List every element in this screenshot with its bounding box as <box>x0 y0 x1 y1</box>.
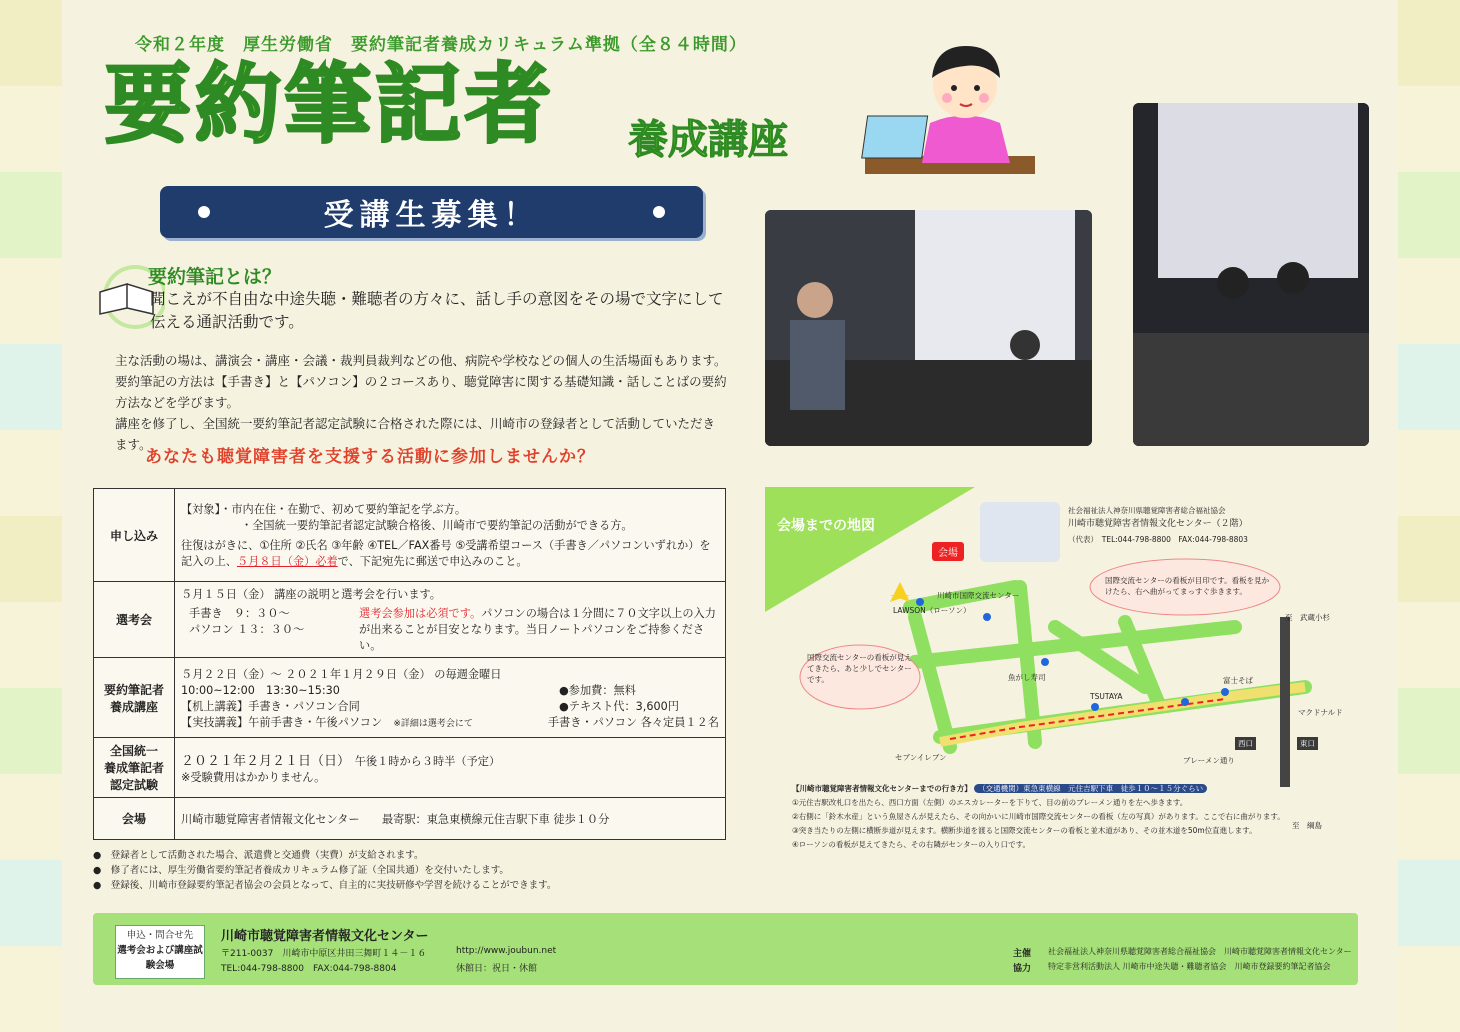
banner-text: 受講生募集！ <box>323 198 540 233</box>
note-item: ● 登録者として活動された場合、派遣費と交通費（実費）が支給されます。 <box>93 850 424 861</box>
label-sakana: 魚がし寿司 <box>1008 673 1046 682</box>
header-subtitle: 令和２年度 厚生労働省 要約筆記者養成カリキュラム準拠（全８４時間） <box>135 35 747 55</box>
route-step: ②右側に「鈴木水産」という魚屋さんが見えたら、その向かいに川崎市国際交流センターの看板（左の写真）があります。ここで右に曲がります。 <box>792 812 1285 821</box>
banner-dot-left <box>198 206 210 218</box>
venue-tag: 会場 <box>932 542 964 561</box>
apply-target-2: ・全国統一要約筆記者認定試験合格後、川崎市で要約筆記の活動ができる方。 <box>241 519 633 532</box>
label-to-tsunashima: 至 綱島 <box>1292 821 1322 830</box>
recruitment-banner <box>160 186 703 238</box>
exam-details <box>175 738 726 798</box>
label-lawson: LAWSON（ローソン） <box>893 606 971 615</box>
lecture-photo-1 <box>765 210 1092 446</box>
table-row-venue <box>94 798 726 840</box>
course-desk: 【机上講義】手書き・パソコン合同 <box>181 699 360 713</box>
label-brehmen: ブレーメン通り <box>1183 756 1235 765</box>
description-paragraph-1: 主な活動の場は、講演会・講座・会議・裁判員裁判などの他、病院や学校などの個人の生活場面もあります。要約筆記の方法は【手書き】と【パソコン】の２コースあり、聴覚障害に関する基礎知識・話しことばの要約方法などを学びます。 <box>115 353 727 410</box>
course-capacity: 手書き・パソコン 各々定員１２名 <box>547 715 719 729</box>
course-practice-note: ※詳細は選考会にて <box>393 718 473 729</box>
venue-access: 最寄駅：東急東横線元住吉駅下車 徒歩１０分 <box>381 812 610 826</box>
info-table <box>93 488 726 840</box>
row-label: 選考会 <box>94 582 175 658</box>
lecture-photo-2-image <box>1133 103 1369 446</box>
banner-dot-right <box>653 206 665 218</box>
footer-tel: TEL:044-798-8800 FAX:044-798-8804 <box>221 964 397 974</box>
course-practice: 【実技講義】午前手書き・午後パソコン <box>181 715 383 729</box>
selection-details <box>175 582 726 658</box>
venue-details <box>175 798 726 840</box>
boy-at-laptop-illustration <box>860 28 1045 178</box>
route-directions <box>792 782 1362 852</box>
lecture-photo-1-image <box>765 210 1092 446</box>
label-nishi: 西口 <box>1235 737 1256 750</box>
building-photo <box>980 502 1060 562</box>
access-map <box>765 487 1365 830</box>
table-row-exam <box>94 738 726 798</box>
note-item: ● 修了者には、厚生労働省要約筆記者養成カリキュラム修了証（全国共通）を交付いたします。 <box>93 865 509 876</box>
row-label: 申し込み <box>94 489 175 582</box>
route-step: ④ローソンの看板が見えてきたら、その右隣がセンターの入り口です。 <box>792 840 1031 849</box>
apply-target-1: 【対象】・市内在住・在勤で、初めて要約筆記を学ぶ方。 <box>181 503 467 516</box>
map-org-small: 社会福祉法人神奈川県聴覚障害者総合福祉協会 <box>1068 506 1226 515</box>
route-step: ③突き当たりの左側に横断歩道が見えます。横断歩道を渡ると国際交流センターの看板と並木道があり、その並木道を50m位直進します。 <box>792 826 1257 835</box>
route-title: 【川崎市聴覚障害者情報文化センターまでの行き方】 <box>792 784 972 793</box>
lecture-photo-2 <box>1133 103 1369 446</box>
footer-host-label: 主催 <box>1013 949 1032 959</box>
label-tsutaya: TSUTAYA <box>1090 692 1123 701</box>
call-to-action: あなたも聴覚障害者を支援する活動に参加しませんか？ <box>145 447 595 467</box>
apply-howto-a: 往復はがきに、①住所 ②氏名 ③年齢 ④TEL／FAX番号 ⑤受講希望コース（手書き／パソコンいずれか）を記入の上、 <box>181 539 711 568</box>
venue-name: 川崎市聴覚障害者情報文化センター <box>181 812 360 826</box>
note-item: ● 登録後、川崎市登録要約筆記者協会の会員となって、自主的に実技研修や学習を続けることができます。 <box>93 880 557 891</box>
label-fuji: 富士そば <box>1223 676 1253 685</box>
footer-label-box <box>115 925 205 979</box>
selection-note: パソコンの場合は１分間に７０文字以上の入力が出来ることが目安となります。当日ノートパソコンをご持参ください。 <box>359 607 716 652</box>
selection-time-hand: 手書き ９：３０～ <box>189 607 290 620</box>
course-text-fee: ●テキスト代：3,600円 <box>559 699 679 713</box>
map-title: 会場までの地図 <box>777 518 875 534</box>
footer-center: 川崎市聴覚障害者情報文化センター <box>221 929 429 944</box>
title-suffix: 養成講座 <box>628 117 788 163</box>
selection-date: ５月１５日（金） <box>181 588 271 601</box>
footer-closed: 休館日：祝日・休館 <box>456 964 538 974</box>
label-higashi: 東口 <box>1297 737 1318 750</box>
row-label: 会場 <box>94 798 175 840</box>
main-title: 要約筆記者 <box>105 55 555 155</box>
table-row-apply <box>94 489 726 582</box>
exam-date: ２０２１年２月２１日（日） <box>181 754 344 769</box>
footer-box-line2: 選考会および講座試験会場 <box>117 945 203 971</box>
footer-url[interactable]: http://www.joubun.net <box>456 946 557 956</box>
exam-time: 午後１時から３時半（予定） <box>354 755 501 768</box>
footer-coop: 特定非営利活動法人 川崎市中途失聴・難聴者協会 川崎市登録要約筆記者協会 <box>1048 962 1331 971</box>
selection-time-pc: パソコン １３：３０～ <box>189 623 305 636</box>
course-fee: ●参加費：無料 <box>559 683 636 697</box>
row-label: 全国統一 養成筆記者 認定試験 <box>94 738 175 798</box>
apply-howto <box>181 537 719 569</box>
course-dates: ５月２２日（金）～ ２０２１年１月２９日（金） <box>181 667 431 681</box>
description <box>115 350 727 455</box>
route-step: ①元住吉駅改札口を出たら、西口方面（左側）のエスカレーターを下りて、目の前のブレーメン通りを左へ歩きます。 <box>792 798 1188 807</box>
map-bubble-1: 国際交流センターの看板が目印です。看板を見かけたら、右へ曲がってまっすぐ歩きます。 <box>1105 576 1270 596</box>
what-is-title: 要約筆記とは？ <box>148 266 282 288</box>
course-details <box>175 658 726 738</box>
label-seven: セブンイレブン <box>895 753 947 762</box>
footer-host: 社会福祉法人神奈川県聴覚障害者総合福祉協会 川崎市聴覚障害者情報文化センター <box>1048 947 1352 956</box>
footer-coop-label: 協力 <box>1013 964 1032 974</box>
label-intl: 川崎市国際交流センター <box>937 591 1020 600</box>
label-to-kosugi: 至 武蔵小杉 <box>1285 613 1330 622</box>
route-tag: （交通機関）東急東横線 元住吉駅下車 徒歩１０～１５分ぐらい <box>974 784 1207 793</box>
what-is-body: 聞こえが不自由な中途失聴・難聴者の方々に、話し手の意図をその場で文字にして伝える通訳活動です。 <box>150 290 724 331</box>
apply-details <box>175 489 726 582</box>
table-row-course <box>94 658 726 738</box>
apply-deadline: ５月８日（金）必着 <box>236 555 338 568</box>
selection-desc: 講座の説明と選考会を行います。 <box>274 588 441 601</box>
footer-box-line1: 申込・問合せ先 <box>126 930 194 941</box>
table-row-selection <box>94 582 726 658</box>
course-times: 10:00~12:00 13:30~15:30 <box>181 683 340 697</box>
footer <box>93 913 1358 985</box>
apply-howto-b: で、下記宛先に郵送で申込みのこと。 <box>337 555 528 568</box>
selection-required: 選考会参加は必須です。 <box>359 607 482 620</box>
course-dates-note: の毎週金曜日 <box>434 667 502 681</box>
map-bubble-2: 国際交流センターの看板が見えてきたら、あと少しでセンターです。 <box>807 653 912 684</box>
exam-note: ※受験費用はかかりません。 <box>181 771 326 784</box>
label-mcd: マクドナルド <box>1298 708 1343 717</box>
description-paragraph-2: 講座を修了し、全国統一要約筆記者認定試験に合格された際には、川崎市の登録者として活動していただきます。 <box>115 416 716 452</box>
map-center-name: 川崎市聴覚障害者情報文化センター（２階） <box>1068 519 1248 529</box>
row-label: 要約筆記者 養成講座 <box>94 658 175 738</box>
footer-address: 〒211-0037 川崎市中原区井田三舞町１４－１６ <box>221 949 427 959</box>
notes-list <box>93 848 556 893</box>
map-contact: （代表） TEL:044-798-8800 FAX:044-798-8803 <box>1068 535 1248 544</box>
